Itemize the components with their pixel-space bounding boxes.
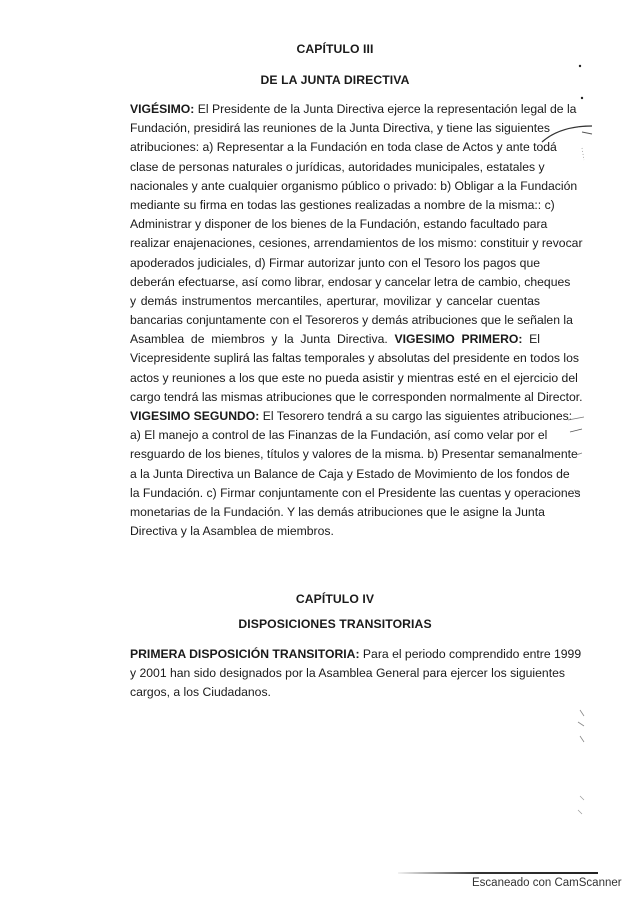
article-label: VIGESIMO SEGUNDO: [130,409,260,423]
scan-stroke [578,796,584,814]
scan-artifacts-lower [570,700,600,820]
text-line [130,503,545,522]
camscanner-watermark: Escaneado con CamScanner [472,877,622,889]
line-text: a la Junta Directiva un Balance de Caja y Estado de Movimiento de los fondos de [130,466,570,481]
line-text: deberán efectuarse, así como librar, endosar y cancelar letra de cambio, cheques [130,274,571,289]
text-line [130,426,548,445]
footer-divider [398,872,598,874]
article-label: PRIMERA DISPOSICIÓN TRANSITORIA: [130,647,360,661]
article-label: VIGESIMO PRIMERO: [394,332,523,347]
line-text: apoderados judiciales, d) Firmar autorizar junto con el Tesoro los pagos que [130,255,540,270]
scan-speck [579,65,581,67]
text-line [130,388,583,407]
scan-speck [581,97,583,99]
text-line [130,158,545,177]
scan-stroke [582,148,584,160]
scan-stroke [576,453,582,455]
text-line [130,138,557,157]
line-text: Administrar y disponer de los bienes de la Fundación, estando facultado para [130,217,548,232]
text-line [130,254,540,273]
scan-stroke [542,126,592,142]
text-line [130,349,579,368]
line-text: Directiva y la Asamblea de miembros. [130,524,334,539]
text-line [130,100,577,119]
line-text: resguardo de los bienes, títulos y valores de la misma. b) Presentar semanalmente [130,447,578,462]
scan-stroke [582,132,592,134]
line-text: actos y reuniones a los que este no pueda asistir y mientras esté en el ejercicio del [130,370,578,385]
line-text: Fundación, presidirá las reuniones de la Junta Directiva, y tiene las siguientes [130,121,551,136]
text-line [130,177,578,196]
text-line [130,664,565,683]
line-text: atribuciones: a) Representar a la Fundación en toda clase de Actos y ante todá [130,140,557,155]
text-line [130,522,540,541]
chapter-3-subtitle: DE LA JUNTA DIRECTIVA [260,73,410,87]
paragraph-junta-directiva [130,100,583,541]
line-text: Asamblea de miembros y la Junta Directiva. [130,332,395,347]
text-line [130,465,570,484]
chapter-4-subtitle: DISPOSICIONES TRANSITORIAS [238,617,432,631]
text-line [130,407,573,426]
scan-stroke [574,490,580,493]
line-text: bancarias conjuntamente con el Tesoreros y demás atribuciones que le señalen la [130,313,573,328]
text-line [130,484,581,503]
line-text: la Fundación. c) Firmar conjuntamente con el Presidente las cuentas y operaciones [130,485,581,500]
scan-stroke [578,710,584,742]
text-line [130,292,540,311]
paragraph-disposiciones [130,645,582,703]
line-text: El [522,332,540,347]
chapter-4-title: CAPÍTULO IV [295,592,375,606]
text-line [130,645,582,664]
text-line [130,445,578,464]
line-text: El Tesorero tendrá a su cargo las siguientes atribuciones: [259,409,573,423]
line-text: mediante su firma en todas las gestiones realizadas a nombre de la misma:: c) [130,197,555,212]
scan-stroke [568,417,584,420]
line-text: nacionales y ante cualquier organismo público o privado: b) Obligar a la Fundación [130,178,578,193]
text-line [130,234,583,253]
line-text: Vicepresidente suplirá las faltas temporales y absolutas del presidente en todos los [130,351,579,366]
text-line [130,330,540,349]
line-text: y 2001 han sido designados por la Asamblea General para ejercer los siguientes [130,666,565,681]
text-line [130,369,578,388]
line-text: clase de personas naturales o jurídicas, autoridades municipales, estatales y [130,159,545,174]
line-text: realizar enajenaciones, cesiones, arrendamientos de los mismo: constituir y revocar [130,236,583,251]
chapter-3-title: CAPÍTULO III [296,42,374,56]
scan-stroke [570,429,582,432]
line-text: Para el periodo comprendido entre 1999 [359,647,582,661]
text-line [130,119,551,138]
text-line [130,215,548,234]
text-line [130,311,573,330]
line-text: cargo tendrá las mismas atribuciones que le corresponden normalmente al Director. [130,389,583,404]
text-line [130,683,540,702]
scan-artifacts [540,60,636,560]
text-line [130,273,571,292]
line-text: cargos, a los Ciudadanos. [130,685,271,700]
text-line [130,196,555,215]
line-text: monetarias de la Fundación. Y las demás atribuciones que le asigne la Junta [130,504,545,519]
line-text: a) El manejo a control de las Finanzas de la Fundación, así como velar por el [130,428,548,443]
line-text: y demás instrumentos mercantiles, aperturar, movilizar y cancelar cuentas [130,293,540,308]
line-text: El Presidente de la Junta Directiva ejerce la representación legal de la [194,102,577,116]
article-label: VIGÉSIMO: [130,102,195,116]
